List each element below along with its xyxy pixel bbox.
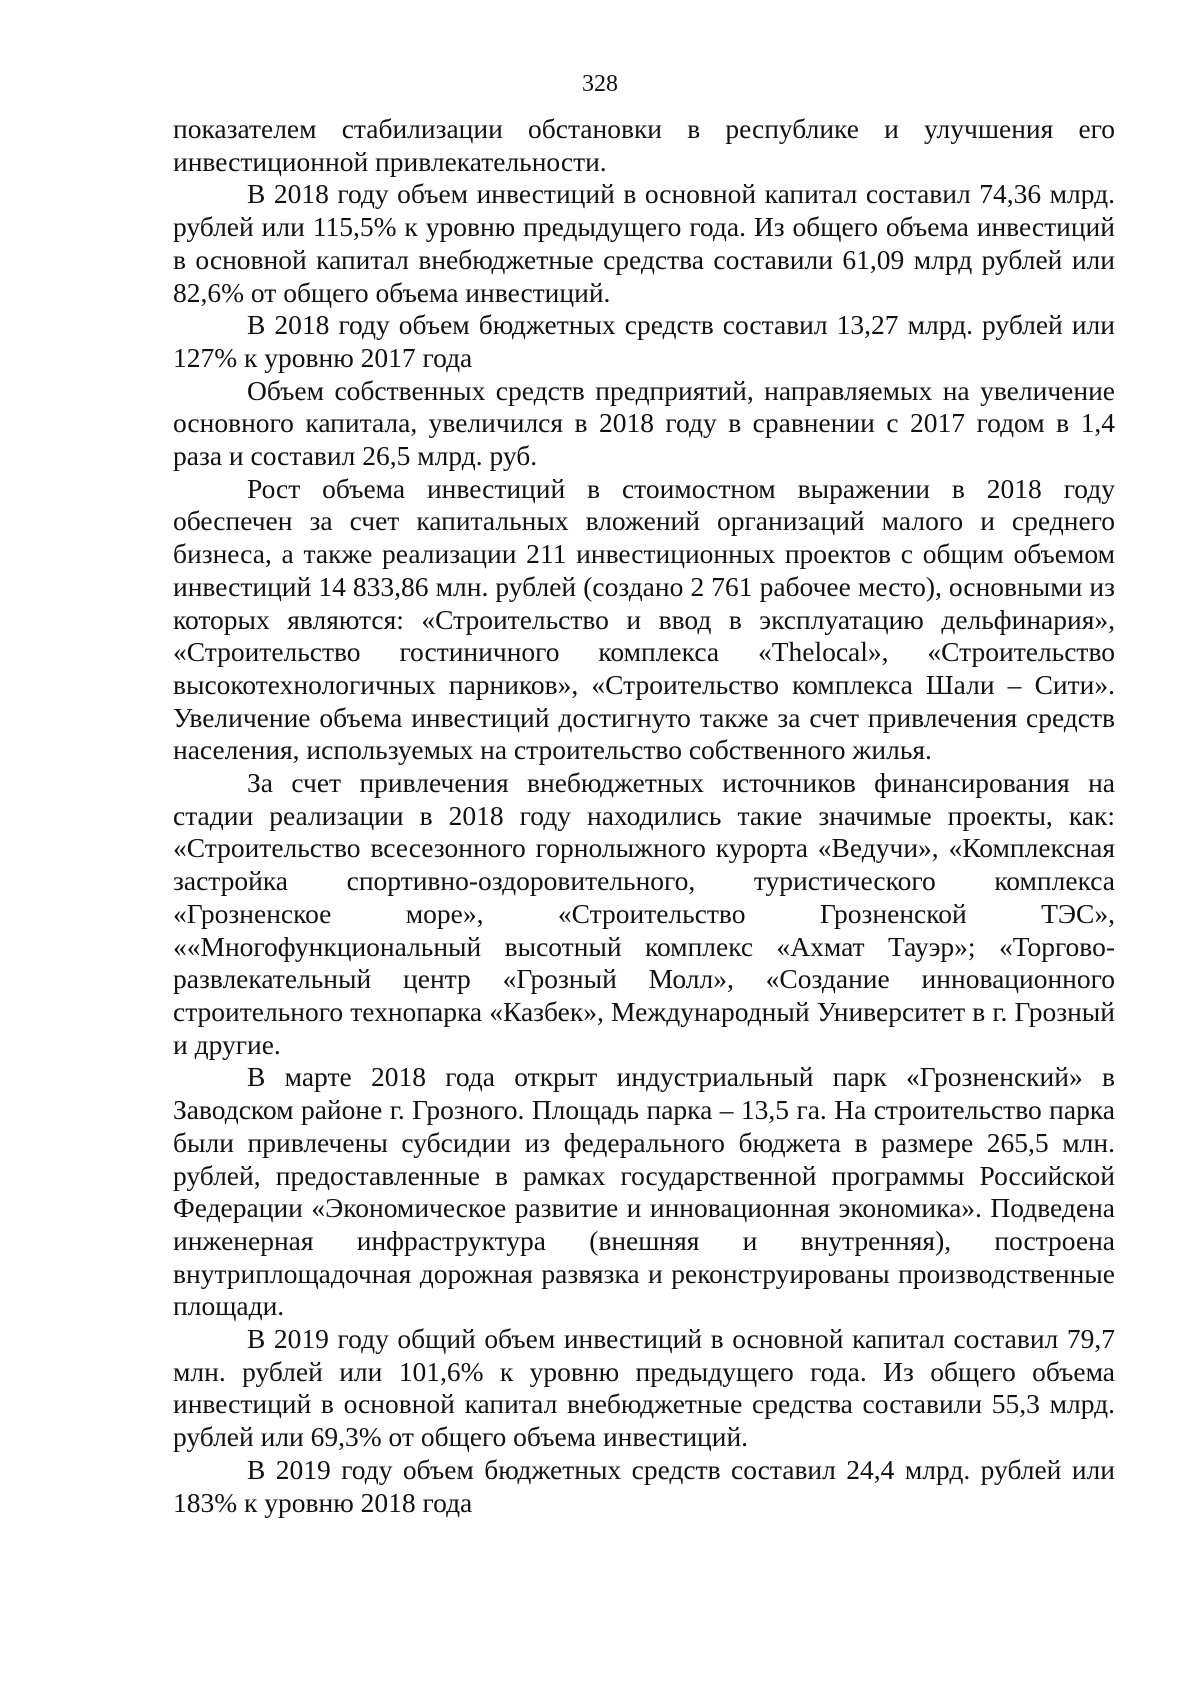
paragraph-own-funds: Объем собственных средств предприятий, направляемых на увеличение основного капитала, увеличился в 2018 году в сравнении с 2017 годом в 1,4 раза и составил 26,5 млрд. руб. xyxy=(173,374,1115,472)
page-number: 328 xyxy=(582,71,618,97)
paragraph-extra-budget-projects: За счет привлечения внебюджетных источников финансирования на стадии реализации в 2018 году находились такие значимые проекты, как: «Строительство всесезонного горнолыжного курорта «Ведучи», «Комплексная застройка спортивно-оздоровительного, туристического комплекса «Грозненское море», «Строительство Грозненской ТЭС», ««Многофункциональный высотный комплекс «Ахмат Тауэр»; «Торгово-развлекательный центр «Грозный Молл», «Создание инновационного строительного технопарка «Казбек», Международный Университет в г. Грозный и другие. xyxy=(173,767,1115,1060)
paragraph-investment-2018: В 2018 году объем инвестиций в основной капитал составил 74,36 млрд. рублей или 115,5% к уровню предыдущего года. Из общего объема инвестиций в основной капитал внебюджетные средства составили 61,09 млрд рублей или 82,6% от общего объема инвестиций. xyxy=(173,178,1115,308)
paragraph-budget-2019: В 2019 году объем бюджетных средств составил 24,4 млрд. рублей или 183% к уровню 2018 года xyxy=(173,1453,1115,1518)
paragraph-continuation: показателем стабилизации обстановки в республике и улучшения его инвестиционной привлекательности. xyxy=(173,113,1115,177)
body-text xyxy=(173,113,1115,1519)
paragraph-investment-growth: Рост объема инвестиций в стоимостном выражении в 2018 году обеспечен за счет капитальных вложений организаций малого и среднего бизнеса, а также реализации 211 инвестиционных проектов с общим объемом инвестиций 14 833,86 млн. рублей (создано 2 761 рабочее место), основными из которых являются: «Строительство и ввод в эксплуатацию дельфинария», «Строительство гостиничного комплекса «Thelocal», «Строительство высокотехнологичных парников», «Строительство комплекса Шали – Сити». Увеличение объема инвестиций достигнуто также за счет привлечения средств населения, используемых на строительство собственного жилья. xyxy=(173,472,1115,766)
paragraph-budget-2018: В 2018 году объем бюджетных средств составил 13,27 млрд. рублей или 127% к уровню 2017 года xyxy=(173,309,1115,373)
paragraph-investment-2019: В 2019 году общий объем инвестиций в основной капитал составил 79,7 млн. рублей или 101,6% к уровню предыдущего года. Из общего объема инвестиций в основной капитал внебюджетные средства составили 55,3 млрд. рублей или 69,3% от общего объема инвестиций. xyxy=(173,1323,1115,1453)
paragraph-industrial-park: В марте 2018 года открыт индустриальный парк «Грозненский» в Заводском районе г. Грозного. Площадь парка – 13,5 га. На строительство парка были привлечены субсидии из федерального бюджета в размере 265,5 млн. рублей, предоставленные в рамках государственной программы Российской Федерации «Экономическое развитие и инновационная экономика». Подведена инженерная инфраструктура (внешняя и внутренняя), построена внутриплощадочная дорожная развязка и реконструированы производственные площади. xyxy=(173,1061,1115,1322)
